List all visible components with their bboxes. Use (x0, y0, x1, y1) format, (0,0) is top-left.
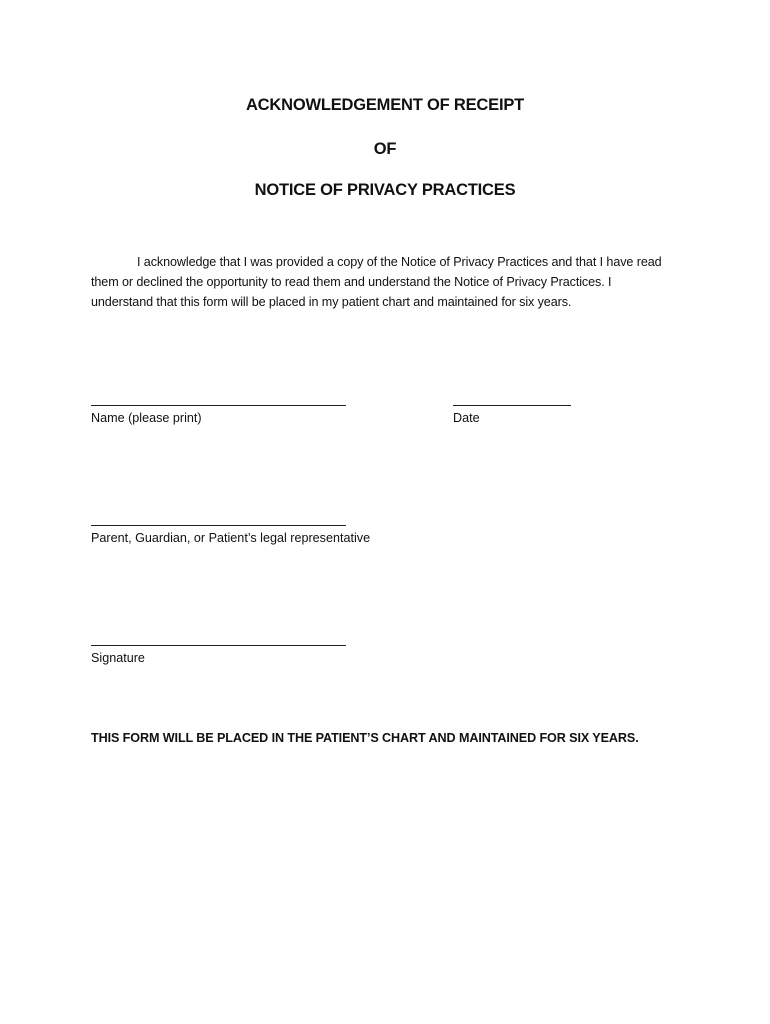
name-field-label: Name (please print) (91, 411, 202, 425)
name-field-line[interactable] (91, 405, 346, 406)
title-line-1: ACKNOWLEDGEMENT OF RECEIPT (245, 96, 525, 114)
representative-field-label: Parent, Guardian, or Patient’s legal representative (91, 531, 371, 545)
title-line-2: OF (373, 140, 397, 158)
retention-notice: THIS FORM WILL BE PLACED IN THE PATIENT’S CHART AND MAINTAINED FOR SIX YEARS. (91, 731, 639, 745)
date-field-line[interactable] (453, 405, 571, 406)
paragraph-line-2: them or declined the opportunity to read them and understand the Notice of Privacy Practices. I (91, 275, 612, 289)
paragraph-line-3: understand that this form will be placed in my patient chart and maintained for six years. (91, 295, 572, 309)
paragraph-line-1-row (91, 252, 691, 272)
signature-field-line[interactable] (91, 645, 346, 646)
representative-field-line[interactable] (91, 525, 346, 526)
signature-field-label: Signature (91, 651, 145, 665)
date-field-label: Date (453, 411, 480, 425)
paragraph-line-1: I acknowledge that I was provided a copy of the Notice of Privacy Practices and that I have read (137, 255, 662, 269)
title-line-3: NOTICE OF PRIVACY PRACTICES (254, 181, 516, 199)
acknowledgement-paragraph (91, 252, 691, 312)
